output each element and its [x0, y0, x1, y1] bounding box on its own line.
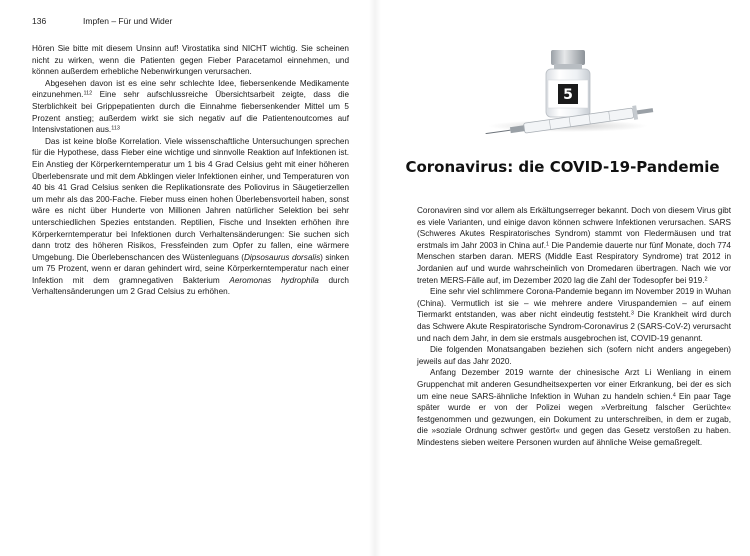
- paragraph: [417, 205, 731, 286]
- text-run: Ein paar Tage später wurde er von der Polizei wegen »Verbreitung falscher Gerüchte« festgenommen und gezwungen, ein Dokument zu unterschreiben, in dem er zugab, die »soziale Ordnung schwer gestört« und gegen das Gesetz verstoßen zu haben. Mindestens sieben weitere Personen wurden auf ähnliche Weise gemaßregelt.: [417, 391, 731, 447]
- text-run: Coronaviren sind vor allem als Erkältungserreger bekannt. Doch von diesem Virus gibt es viele Varianten, und einige davon können schwere Infektionen verursachen. SARS (Schweres Akutes Respiratorisches Syndrom) stammt von Fledermäusen und trat erstmals im Jahr 2003 in China auf.: [417, 206, 731, 250]
- paragraph: [32, 136, 349, 298]
- text-run: Hören Sie bitte mit diesem Unsinn auf! Virostatika sind NICHT wichtig. Sie scheinen nicht zu wirken, wenn die Patienten gegen Fieber Paracetamol einnehmen, und können außerdem erhebliche Nebenwirkungen verursachen.: [32, 44, 349, 77]
- italic-text: Dipsosaurus dorsalis: [244, 252, 321, 262]
- paragraph: [32, 78, 349, 136]
- vial-label: 5: [563, 87, 573, 103]
- running-head: Impfen – Für und Wider: [83, 16, 173, 26]
- paragraph: [417, 286, 731, 344]
- text-run: Eine sehr viel schlimmere Corona-Pandemie begann im November 2019 in Wuhan (China). Vermutlich ist sie – wie mehrere andere Viruspandemien – auf einem Tiermarkt entstanden, was aber nicht eindeutig feststeht.: [417, 287, 731, 320]
- paragraph: [32, 43, 349, 78]
- vaccine-vial-syringe-illustration: [470, 42, 670, 134]
- chapter-title: Coronavirus: die COVID-19-Pandemie: [405, 158, 720, 176]
- text-run: ) sinken um 75 Prozent, wenn er daran gehindert wird, seine Körperkerntemperatur nach einer Infektion mit dem gramnegativen Bakterium: [32, 252, 350, 285]
- left-body-text: [32, 43, 349, 298]
- footnote-reference: 3: [630, 310, 634, 317]
- text-run: Anfang Dezember 2019 warnte der chinesische Arzt Li Wenliang in einem Gruppenchat mit anderen Gesundheitsexperten vor einer Erkrankung, bei der es sich um eine neue SARS-ähnliche Infektion in Wuhan zu handeln schien.: [417, 368, 731, 401]
- footnote-reference: 1: [546, 241, 550, 248]
- text-run: Eine sehr aufschlussreiche Übersichtsarbeit zeigte, dass die Sterblichkeit bei Grippepatienten durch die Einnahme fiebersenkender Mittel um 5 Prozent anstieg; außerdem wirkt sie sich negativ auf die Patientenoutcomes auf Intensivstationen aus.: [32, 90, 349, 135]
- paragraph: [417, 367, 731, 448]
- footnote-reference: 112: [83, 90, 93, 97]
- footnote-reference: 113: [111, 125, 120, 132]
- text-run: durch Verhaltensänderungen um 2 Grad Celsius zu erhöhen.: [32, 275, 349, 297]
- page-number: 136: [32, 16, 47, 26]
- text-run: Das ist keine bloße Korrelation. Viele wissenschaftliche Untersuchungen sprechen für die Hypothese, dass Fieber eine wichtige und sinnvolle Reaktion auf Infektionen ist. Ein Anstieg der Körperkerntemperatur um 1 bis 4 Grad Celsius geht mit einer höheren Überlebensrate und mit dem Abklingen vieler Infektionen einher, und Temperaturen von 40 bis 41 Grad Celsius senken die Replikationsrate des Poliovirus in Säugetierzellen um mehr als das 200-Fache. Fieber muss einen hohen Überlebensvorteil haben, sonst wäre es nicht über Hunderte von Millionen Jahren natürlicher Selektion bei sehr unterschiedlichen Spezies entstanden. Reptilien, Fische und Insekten erhöhen ihre Körperkerntemperatur bei Infektionen durch Verhaltensänderungen: Sie suchen sich dann trotz des höheren Risikos, Fressfeinden zum Opfer zu fallen, eine wärmere Umgebung. Die Überlebenschancen des Wüstenleguans (: [32, 136, 349, 262]
- text-run: Die Krankheit wird durch das Schwere Akute Respiratorische Syndrom-Coronavirus 2 (SARS-CoV-2) verursacht und nach dem Jahr, in dem sie erstmals ausgebrochen ist, COVID-19 genannt.: [417, 310, 731, 343]
- right-body-text: [417, 205, 731, 448]
- text-run: Abgesehen davon ist es eine sehr schlechte Idee, fiebersenkende Medikamente einzunehmen.: [32, 78, 349, 100]
- italic-text: Aeromonas hydrophila: [229, 275, 319, 285]
- footnote-reference: 4: [672, 392, 676, 398]
- right-page: [375, 0, 750, 556]
- footnote-reference: 2: [704, 276, 708, 283]
- paragraph: [417, 344, 731, 367]
- text-run: Die folgenden Monatsangaben beziehen sich (sofern nicht anders angegeben) jeweils auf das Jahr 2020.: [417, 345, 731, 366]
- text-run: Die Pandemie dauerte nur fünf Monate, doch 774 Menschen starben daran. MERS (Middle East Respiratory Syndrome) trat 2012 in Jordanien auf und wurde wahrscheinlich von Dromedaren übertragen. Nach wie vor treten MERS-Fälle auf, im Dezember 2020 lag die Zahl der Todesopfer bei 919.: [417, 240, 731, 285]
